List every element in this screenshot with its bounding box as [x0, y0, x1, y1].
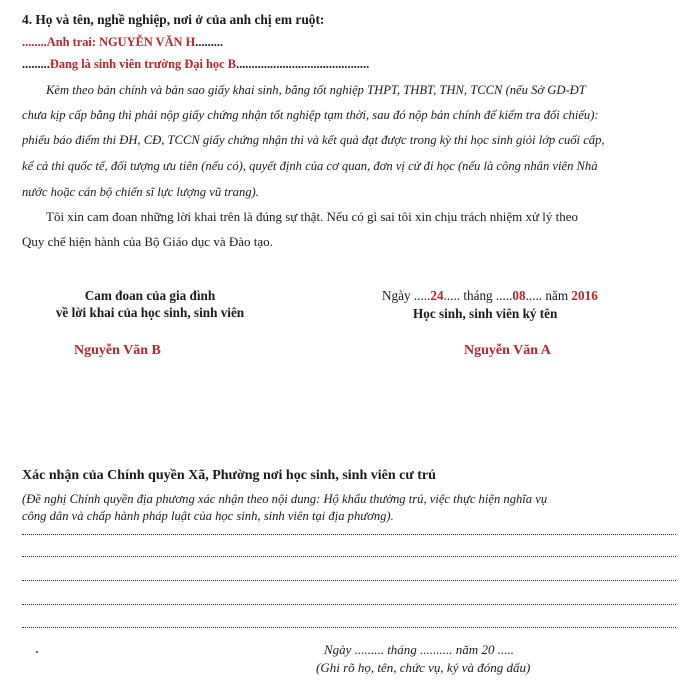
- sibling-2-suffix: ...........................................: [235, 57, 370, 71]
- date-year-value: 2016: [571, 288, 598, 303]
- dotted-line-5[interactable]: [22, 627, 676, 628]
- family-signature-block: [20, 287, 280, 321]
- family-commit-title: Cam đoan của gia đình: [84, 288, 216, 303]
- verification-heading: Xác nhận của Chính quyền Xã, Phường nơi học sinh, sinh viên cư trú: [22, 468, 436, 483]
- sibling-line-2: [22, 56, 369, 72]
- sibling-1-prefix: ........: [22, 35, 47, 49]
- signature-date-line: [382, 288, 598, 304]
- section-4-heading: 4. Họ và tên, nghề nghiệp, nơi ở của anh chị em ruột:: [22, 12, 325, 27]
- commitment-line-1: Tôi xin cam đoan những lời khai trên là đúng sự thật. Nếu có gì sai tôi xin chịu trách nhiệm xử lý theo: [46, 209, 579, 224]
- attachments-line-1: Kèm theo bản chính và bản sao giấy khai sinh, bằng tốt nghiệp THPT, THBT, THN, TCCN (nếu Sở GD-ĐT: [46, 83, 586, 97]
- family-commit-subtitle: về lời khai của học sinh, sinh viên: [55, 305, 245, 320]
- stray-dot-mark: [36, 651, 38, 653]
- student-signer-name: Nguyễn Văn A: [464, 343, 551, 358]
- date-month-label: ..... tháng .....: [443, 288, 513, 303]
- dotted-line-1[interactable]: [22, 534, 676, 535]
- attachments-line-2: chưa kịp cấp bằng thì phải nộp giấy chứng nhận tốt nghiệp tạm thời, sau đó nộp bản chính để kiểm tra đối chiếu):: [22, 108, 599, 122]
- attachments-line-3: phiếu báo điểm thi ĐH, CĐ, TCCN giấy chứng nhận thi và kết quả đạt được trong kỳ thi học sinh giỏi lớp cuối cấp,: [22, 133, 605, 147]
- verification-sign-note: (Ghi rõ họ, tên, chức vụ, ký và đóng dấu): [316, 660, 531, 675]
- sibling-1-suffix: .........: [195, 35, 224, 49]
- family-signer-name: Nguyễn Văn B: [74, 343, 161, 358]
- sibling-1-text: Anh trai: NGUYỄN VĂN H: [46, 35, 196, 49]
- sibling-2-prefix: .........: [22, 57, 50, 71]
- date-day-value: 24: [430, 288, 444, 303]
- date-day-label: Ngày .....: [382, 288, 431, 303]
- verification-date-line: Ngày ......... tháng .......... năm 20 .....: [324, 642, 514, 657]
- date-year-label: ..... năm: [525, 288, 569, 303]
- student-signature-title: Học sinh, sinh viên ký tên: [413, 306, 558, 321]
- attachments-line-5: nước hoặc cán bộ chiến sĩ lực lượng vũ trang).: [22, 185, 259, 199]
- sibling-2-text: Đang là sinh viên trường Đại học B: [49, 57, 236, 71]
- dotted-line-2[interactable]: [22, 556, 676, 557]
- date-month-value: 08: [512, 288, 526, 303]
- verification-note-line-1: (Đề nghị Chính quyền địa phương xác nhận theo nội dung: Hộ khẩu thường trú, việc thực hiện nghĩa vụ: [22, 492, 548, 506]
- commitment-line-2: Quy chế hiện hành của Bộ Giáo dục và Đào tạo.: [22, 234, 273, 249]
- dotted-line-4[interactable]: [22, 604, 676, 605]
- verification-note-line-2: công dân và chấp hành pháp luật của học sinh, sinh viên tại địa phương).: [22, 509, 394, 523]
- sibling-line-1: [22, 34, 223, 50]
- dotted-line-3[interactable]: [22, 580, 676, 581]
- attachments-line-4: kể cả thi quốc tế, đối tượng ưu tiên (nếu có), quyết định của cơ quan, đơn vị cử đi học (nếu là công nhân viên Nhà: [22, 159, 598, 173]
